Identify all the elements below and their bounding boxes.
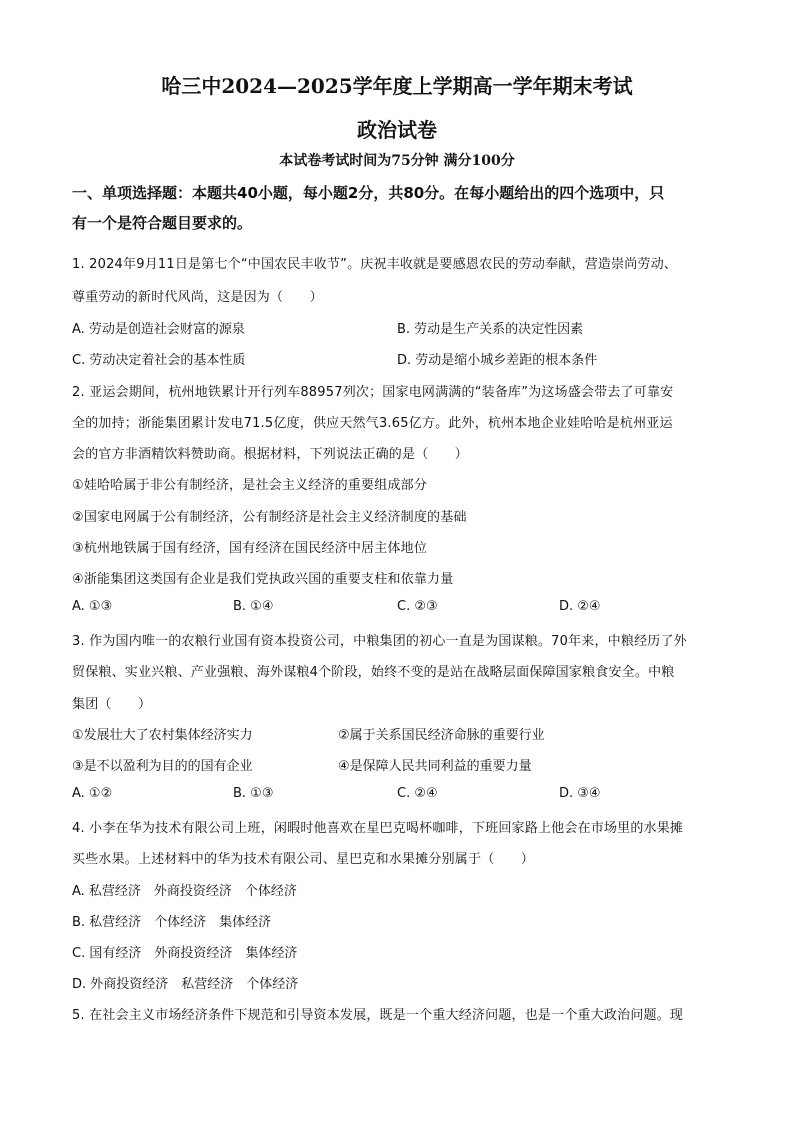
q2-option-a: A. ①③ [72, 599, 113, 614]
q2-statement-2: ②国家电网属于公有制经济，公有制经济是社会主义经济制度的基础 [72, 510, 467, 525]
q3-statement-4: ④是保障人民共同利益的重要力量 [338, 759, 532, 774]
q1-option-d: D. 劳动是缩小城乡差距的根本条件 [397, 353, 598, 368]
exam-title: 哈三中2024—2025学年度上学期高一学年期末考试 [161, 74, 633, 98]
q2-option-d: D. ②④ [559, 599, 601, 614]
q2-stem-line3: 会的官方非酒精饮料赞助商。根据材料，下列说法正确的是（ ） [72, 447, 469, 462]
q3-statement-1: ①发展壮大了农村集体经济实力 [72, 728, 253, 743]
q2-stem-line1: 2. 亚运会期间，杭州地铁累计开行列车88957列次；国家电网满满的“装备库”为这场盛会带去了可靠安 [72, 385, 674, 400]
q2-statement-1: ①娃哈哈属于非公有制经济，是社会主义经济的重要组成部分 [72, 478, 428, 493]
subject-title: 政治试卷 [357, 118, 437, 142]
q4-option-b: B. 私营经济 个体经济 集体经济 [72, 915, 272, 930]
section-heading-line1: 一、单项选择题：本题共40小题，每小题2分，共80分。在每小题给出的四个选项中，只 [72, 184, 665, 202]
q2-option-b: B. ①④ [233, 599, 274, 614]
q4-stem-line1: 4. 小李在华为技术有限公司上班，闲暇时他喜欢在星巴克喝杯咖啡，下班回家路上他会在市场里的水果摊 [72, 821, 684, 836]
q3-option-d: D. ③④ [559, 786, 601, 801]
q3-option-c: C. ②④ [397, 786, 438, 801]
q4-stem-line2: 买些水果。上述材料中的华为技术有限公司、星巴克和水果摊分别属于（ ） [72, 852, 535, 867]
q3-stem-line1: 3. 作为国内唯一的农粮行业国有资本投资公司，中粮集团的初心一直是为国谋粮。70年来，中粮经历了外 [72, 634, 687, 649]
q2-statement-4: ④浙能集团这类国有企业是我们党执政兴国的重要支柱和依靠力量 [72, 572, 454, 587]
q3-option-a: A. ①② [72, 786, 113, 801]
q3-stem-line3: 集团（ ） [72, 697, 152, 712]
q4-option-c: C. 国有经济 外商投资经济 集体经济 [72, 946, 298, 961]
section-heading-line2: 有一个是符合题目要求的。 [72, 214, 253, 232]
exam-info: 本试卷考试时间为75分钟 满分100分 [279, 153, 515, 169]
q2-statement-3: ③杭州地铁属于国有经济，国有经济在国民经济中居主体地位 [72, 541, 428, 556]
q1-option-a: A. 劳动是创造社会财富的源泉 [72, 322, 245, 337]
q3-stem-line2: 贸保粮、实业兴粮、产业强粮、海外谋粮4个阶段，始终不变的是站在战略层面保障国家粮食安全。中粮 [72, 665, 675, 680]
q5-stem-line1: 5. 在社会主义市场经济条件下规范和引导资本发展，既是一个重大经济问题，也是一个重大政治问题。现 [72, 1008, 684, 1023]
q1-stem-line2: 尊重劳动的新时代风尚，这是因为（ ） [72, 290, 323, 305]
q3-statement-2: ②属于关系国民经济命脉的重要行业 [338, 728, 545, 743]
q2-option-c: C. ②③ [397, 599, 438, 614]
q4-option-d: D. 外商投资经济 私营经济 个体经济 [72, 977, 299, 992]
q1-stem-line1: 1. 2024年9月11日是第七个“中国农民丰收节”。庆祝丰收就是要感恩农民的劳动奉献，营造崇尚劳动、 [72, 257, 678, 272]
q3-option-b: B. ①③ [233, 786, 274, 801]
q1-option-c: C. 劳动决定着社会的基本性质 [72, 353, 246, 368]
q3-statement-3: ③是不以盈利为目的的国有企业 [72, 759, 253, 774]
q4-option-a: A. 私营经济 外商投资经济 个体经济 [72, 884, 297, 899]
q2-stem-line2: 全的加持；浙能集团累计发电71.5亿度，供应天然气3.65亿方。此外，杭州本地企业娃哈哈是杭州亚运 [72, 416, 673, 431]
q1-option-b: B. 劳动是生产关系的决定性因素 [397, 322, 584, 337]
